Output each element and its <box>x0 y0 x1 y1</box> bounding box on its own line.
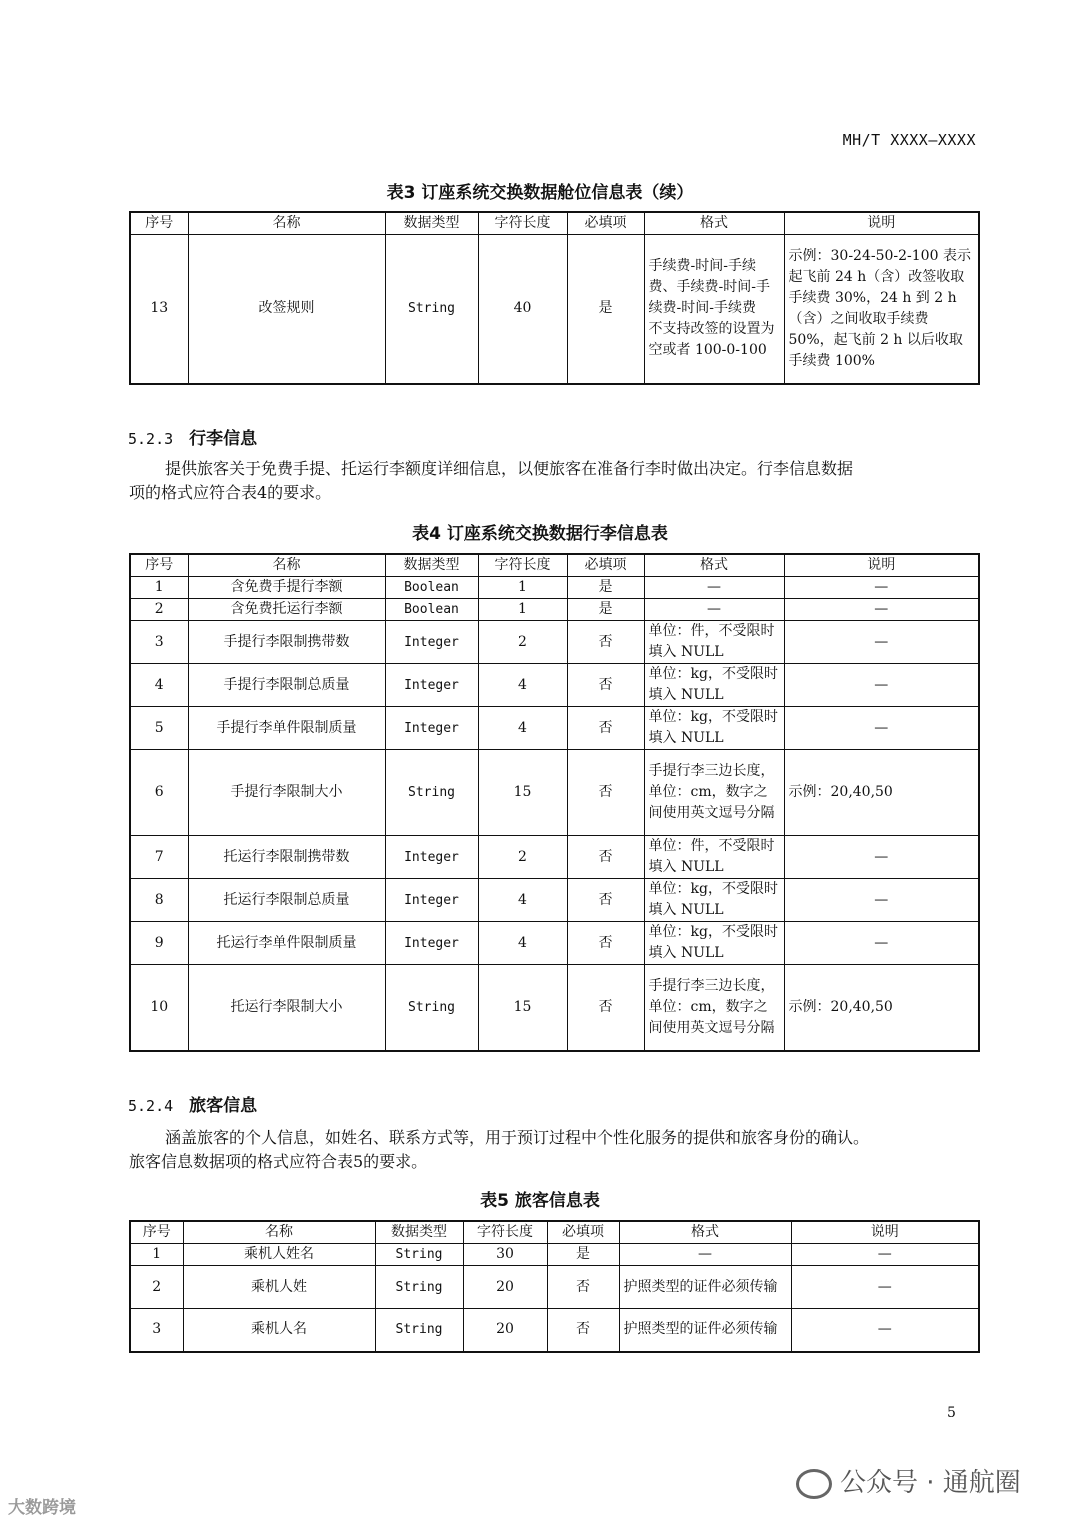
column-header: 说明 <box>791 1221 979 1244</box>
table-row <box>130 1309 979 1352</box>
cell-format: 手提行李三边长度，单位：cm，数字之间使用英文逗号分隔 <box>644 965 784 1051</box>
cell-len: 4 <box>478 922 567 965</box>
cell-desc: — <box>784 836 979 879</box>
table-row <box>130 836 979 879</box>
cell-req: 否 <box>567 879 644 922</box>
cell-req: 否 <box>567 707 644 750</box>
cell-name: 托运行李限制携带数 <box>188 836 385 879</box>
cell-name: 手提行李限制携带数 <box>188 621 385 664</box>
cell-name: 托运行李限制大小 <box>188 965 385 1051</box>
cell-no: 3 <box>130 621 188 664</box>
cell-len: 15 <box>478 965 567 1051</box>
section-title: 行李信息 <box>189 429 258 449</box>
cell-len: 20 <box>463 1309 547 1352</box>
section-5-2-3-heading <box>128 424 257 449</box>
cell-desc: — <box>784 599 979 621</box>
paragraph-line: 项的格式应符合表4的要求。 <box>129 483 332 502</box>
cell-type: String <box>385 750 478 836</box>
table-row <box>130 621 979 664</box>
cell-no: 1 <box>130 1244 183 1266</box>
cell-name: 含免费手提行李额 <box>188 577 385 599</box>
cell-name: 乘机人名 <box>183 1309 375 1352</box>
cell-req: 否 <box>567 750 644 836</box>
cell-type: Integer <box>385 621 478 664</box>
cell-req: 否 <box>567 664 644 707</box>
table5-header-row <box>130 1221 979 1244</box>
paragraph-line: 提供旅客关于免费手提、托运行李额度详细信息，以便旅客在准备行李时做出决定。行李信息数据 <box>165 459 854 478</box>
cell-type: String <box>375 1244 463 1266</box>
cell-desc: 示例：30-24-50-2-100 表示起飞前 24 h（含）改签收取手续费 30%，24 h 到 2 h（含）之间收取手续费 50%，起飞前 2 h 以后收取手续费 100% <box>784 235 979 384</box>
table-row <box>130 922 979 965</box>
section-5-2-3-paragraph <box>129 457 979 505</box>
cell-format: 手提行李三边长度，单位：cm，数字之间使用英文逗号分隔 <box>644 750 784 836</box>
column-header: 序号 <box>130 554 188 577</box>
cell-req: 是 <box>547 1244 619 1266</box>
table3 <box>129 211 980 385</box>
cell-len: 4 <box>478 879 567 922</box>
cell-type: String <box>385 235 478 384</box>
cell-desc: — <box>784 707 979 750</box>
cell-len: 20 <box>463 1266 547 1309</box>
cell-name: 乘机人姓名 <box>183 1244 375 1266</box>
cell-name: 含免费托运行李额 <box>188 599 385 621</box>
cell-format: — <box>619 1244 791 1266</box>
cell-name: 托运行李单件限制质量 <box>188 922 385 965</box>
section-number: 5.2.3 <box>128 430 174 448</box>
watermark-right-text: 公众号 · 通航圈 <box>840 1468 1021 1498</box>
cell-desc: 示例：20,40,50 <box>784 750 979 836</box>
cell-desc: 示例：20,40,50 <box>784 965 979 1051</box>
cell-type: Integer <box>385 879 478 922</box>
column-header: 字符长度 <box>478 212 567 235</box>
cell-format: 护照类型的证件必须传输 <box>619 1309 791 1352</box>
table5 <box>129 1220 980 1353</box>
section-number: 5.2.4 <box>128 1097 174 1115</box>
table3-caption: 表3 订座系统交换数据舱位信息表（续） <box>386 183 694 203</box>
cell-format: — <box>644 577 784 599</box>
cell-format: 单位：件，不受限时填入 NULL <box>644 836 784 879</box>
cell-len: 4 <box>478 707 567 750</box>
cell-no: 6 <box>130 750 188 836</box>
document-code: MH/T XXXX—XXXX <box>842 131 976 149</box>
cell-name: 托运行李限制总质量 <box>188 879 385 922</box>
cell-format: 手续费-时间-手续费、手续费-时间-手续费-时间-手续费 不支持改签的设置为空或者 100-0-100 <box>644 235 784 384</box>
table4 <box>129 553 980 1052</box>
cell-format: 单位：kg，不受限时填入 NULL <box>644 922 784 965</box>
table4-caption: 表4 订座系统交换数据行李信息表 <box>412 524 668 544</box>
table-row <box>130 577 979 599</box>
cell-format: — <box>644 599 784 621</box>
cell-no: 9 <box>130 922 188 965</box>
cell-desc: — <box>791 1244 979 1266</box>
paragraph-line: 涵盖旅客的个人信息，如姓名、联系方式等，用于预订过程中个性化服务的提供和旅客身份的确认。 <box>165 1128 870 1147</box>
cell-type: String <box>375 1309 463 1352</box>
cell-type: Integer <box>385 836 478 879</box>
cell-req: 否 <box>547 1309 619 1352</box>
cell-type: Integer <box>385 922 478 965</box>
cell-desc: — <box>784 664 979 707</box>
cell-len: 1 <box>478 599 567 621</box>
column-header: 字符长度 <box>478 554 567 577</box>
cell-no: 8 <box>130 879 188 922</box>
table5-caption: 表5 旅客信息表 <box>480 1191 600 1211</box>
table-row <box>130 1244 979 1266</box>
table3-header-row <box>130 212 979 235</box>
cell-req: 否 <box>567 836 644 879</box>
cell-len: 40 <box>478 235 567 384</box>
cell-no: 1 <box>130 577 188 599</box>
cell-name: 改签规则 <box>188 235 385 384</box>
cell-format: 单位：kg，不受限时填入 NULL <box>644 707 784 750</box>
column-header: 名称 <box>188 554 385 577</box>
cell-type: Integer <box>385 664 478 707</box>
cell-no: 7 <box>130 836 188 879</box>
column-header: 格式 <box>619 1221 791 1244</box>
cell-name: 手提行李限制总质量 <box>188 664 385 707</box>
cell-no: 3 <box>130 1309 183 1352</box>
column-header: 格式 <box>644 212 784 235</box>
cell-type: Boolean <box>385 577 478 599</box>
cell-desc: — <box>791 1309 979 1352</box>
watermark-right <box>796 1462 1021 1499</box>
cell-no: 13 <box>130 235 188 384</box>
cell-desc: — <box>784 879 979 922</box>
cell-len: 4 <box>478 664 567 707</box>
column-header: 必填项 <box>567 212 644 235</box>
section-5-2-4-paragraph <box>129 1126 979 1174</box>
column-header: 名称 <box>183 1221 375 1244</box>
cell-type: Boolean <box>385 599 478 621</box>
column-header: 数据类型 <box>385 212 478 235</box>
watermark-left: 大数跨境 <box>8 1498 76 1518</box>
cell-no: 2 <box>130 599 188 621</box>
wechat-icon <box>796 1469 832 1499</box>
cell-no: 4 <box>130 664 188 707</box>
cell-format: 单位：kg，不受限时填入 NULL <box>644 879 784 922</box>
table-row <box>130 235 979 384</box>
cell-req: 否 <box>547 1266 619 1309</box>
table-row <box>130 750 979 836</box>
column-header: 必填项 <box>547 1221 619 1244</box>
column-header: 名称 <box>188 212 385 235</box>
column-header: 说明 <box>784 212 979 235</box>
cell-no: 10 <box>130 965 188 1051</box>
cell-name: 手提行李限制大小 <box>188 750 385 836</box>
cell-len: 30 <box>463 1244 547 1266</box>
cell-len: 2 <box>478 836 567 879</box>
cell-desc: — <box>791 1266 979 1309</box>
table-row <box>130 599 979 621</box>
table-row <box>130 664 979 707</box>
cell-req: 是 <box>567 577 644 599</box>
table-row <box>130 879 979 922</box>
column-header: 必填项 <box>567 554 644 577</box>
page-number: 5 <box>947 1405 956 1421</box>
cell-name: 手提行李单件限制质量 <box>188 707 385 750</box>
cell-format: 护照类型的证件必须传输 <box>619 1266 791 1309</box>
cell-type: Integer <box>385 707 478 750</box>
cell-desc: — <box>784 621 979 664</box>
section-5-2-4-heading <box>128 1091 257 1116</box>
table-row <box>130 965 979 1051</box>
table-row <box>130 1266 979 1309</box>
cell-desc: — <box>784 577 979 599</box>
cell-req: 是 <box>567 235 644 384</box>
cell-no: 5 <box>130 707 188 750</box>
cell-req: 否 <box>567 965 644 1051</box>
column-header: 说明 <box>784 554 979 577</box>
cell-len: 15 <box>478 750 567 836</box>
cell-name: 乘机人姓 <box>183 1266 375 1309</box>
cell-req: 是 <box>567 599 644 621</box>
cell-req: 否 <box>567 922 644 965</box>
cell-req: 否 <box>567 621 644 664</box>
section-title: 旅客信息 <box>189 1096 258 1116</box>
table-row <box>130 707 979 750</box>
cell-type: String <box>385 965 478 1051</box>
cell-desc: — <box>784 922 979 965</box>
cell-type: String <box>375 1266 463 1309</box>
column-header: 字符长度 <box>463 1221 547 1244</box>
paragraph-line: 旅客信息数据项的格式应符合表5的要求。 <box>129 1152 428 1171</box>
cell-len: 2 <box>478 621 567 664</box>
cell-format: 单位：件，不受限时填入 NULL <box>644 621 784 664</box>
column-header: 格式 <box>644 554 784 577</box>
column-header: 序号 <box>130 212 188 235</box>
cell-no: 2 <box>130 1266 183 1309</box>
column-header: 数据类型 <box>375 1221 463 1244</box>
column-header: 数据类型 <box>385 554 478 577</box>
cell-len: 1 <box>478 577 567 599</box>
table4-header-row <box>130 554 979 577</box>
column-header: 序号 <box>130 1221 183 1244</box>
cell-format: 单位：kg，不受限时填入 NULL <box>644 664 784 707</box>
